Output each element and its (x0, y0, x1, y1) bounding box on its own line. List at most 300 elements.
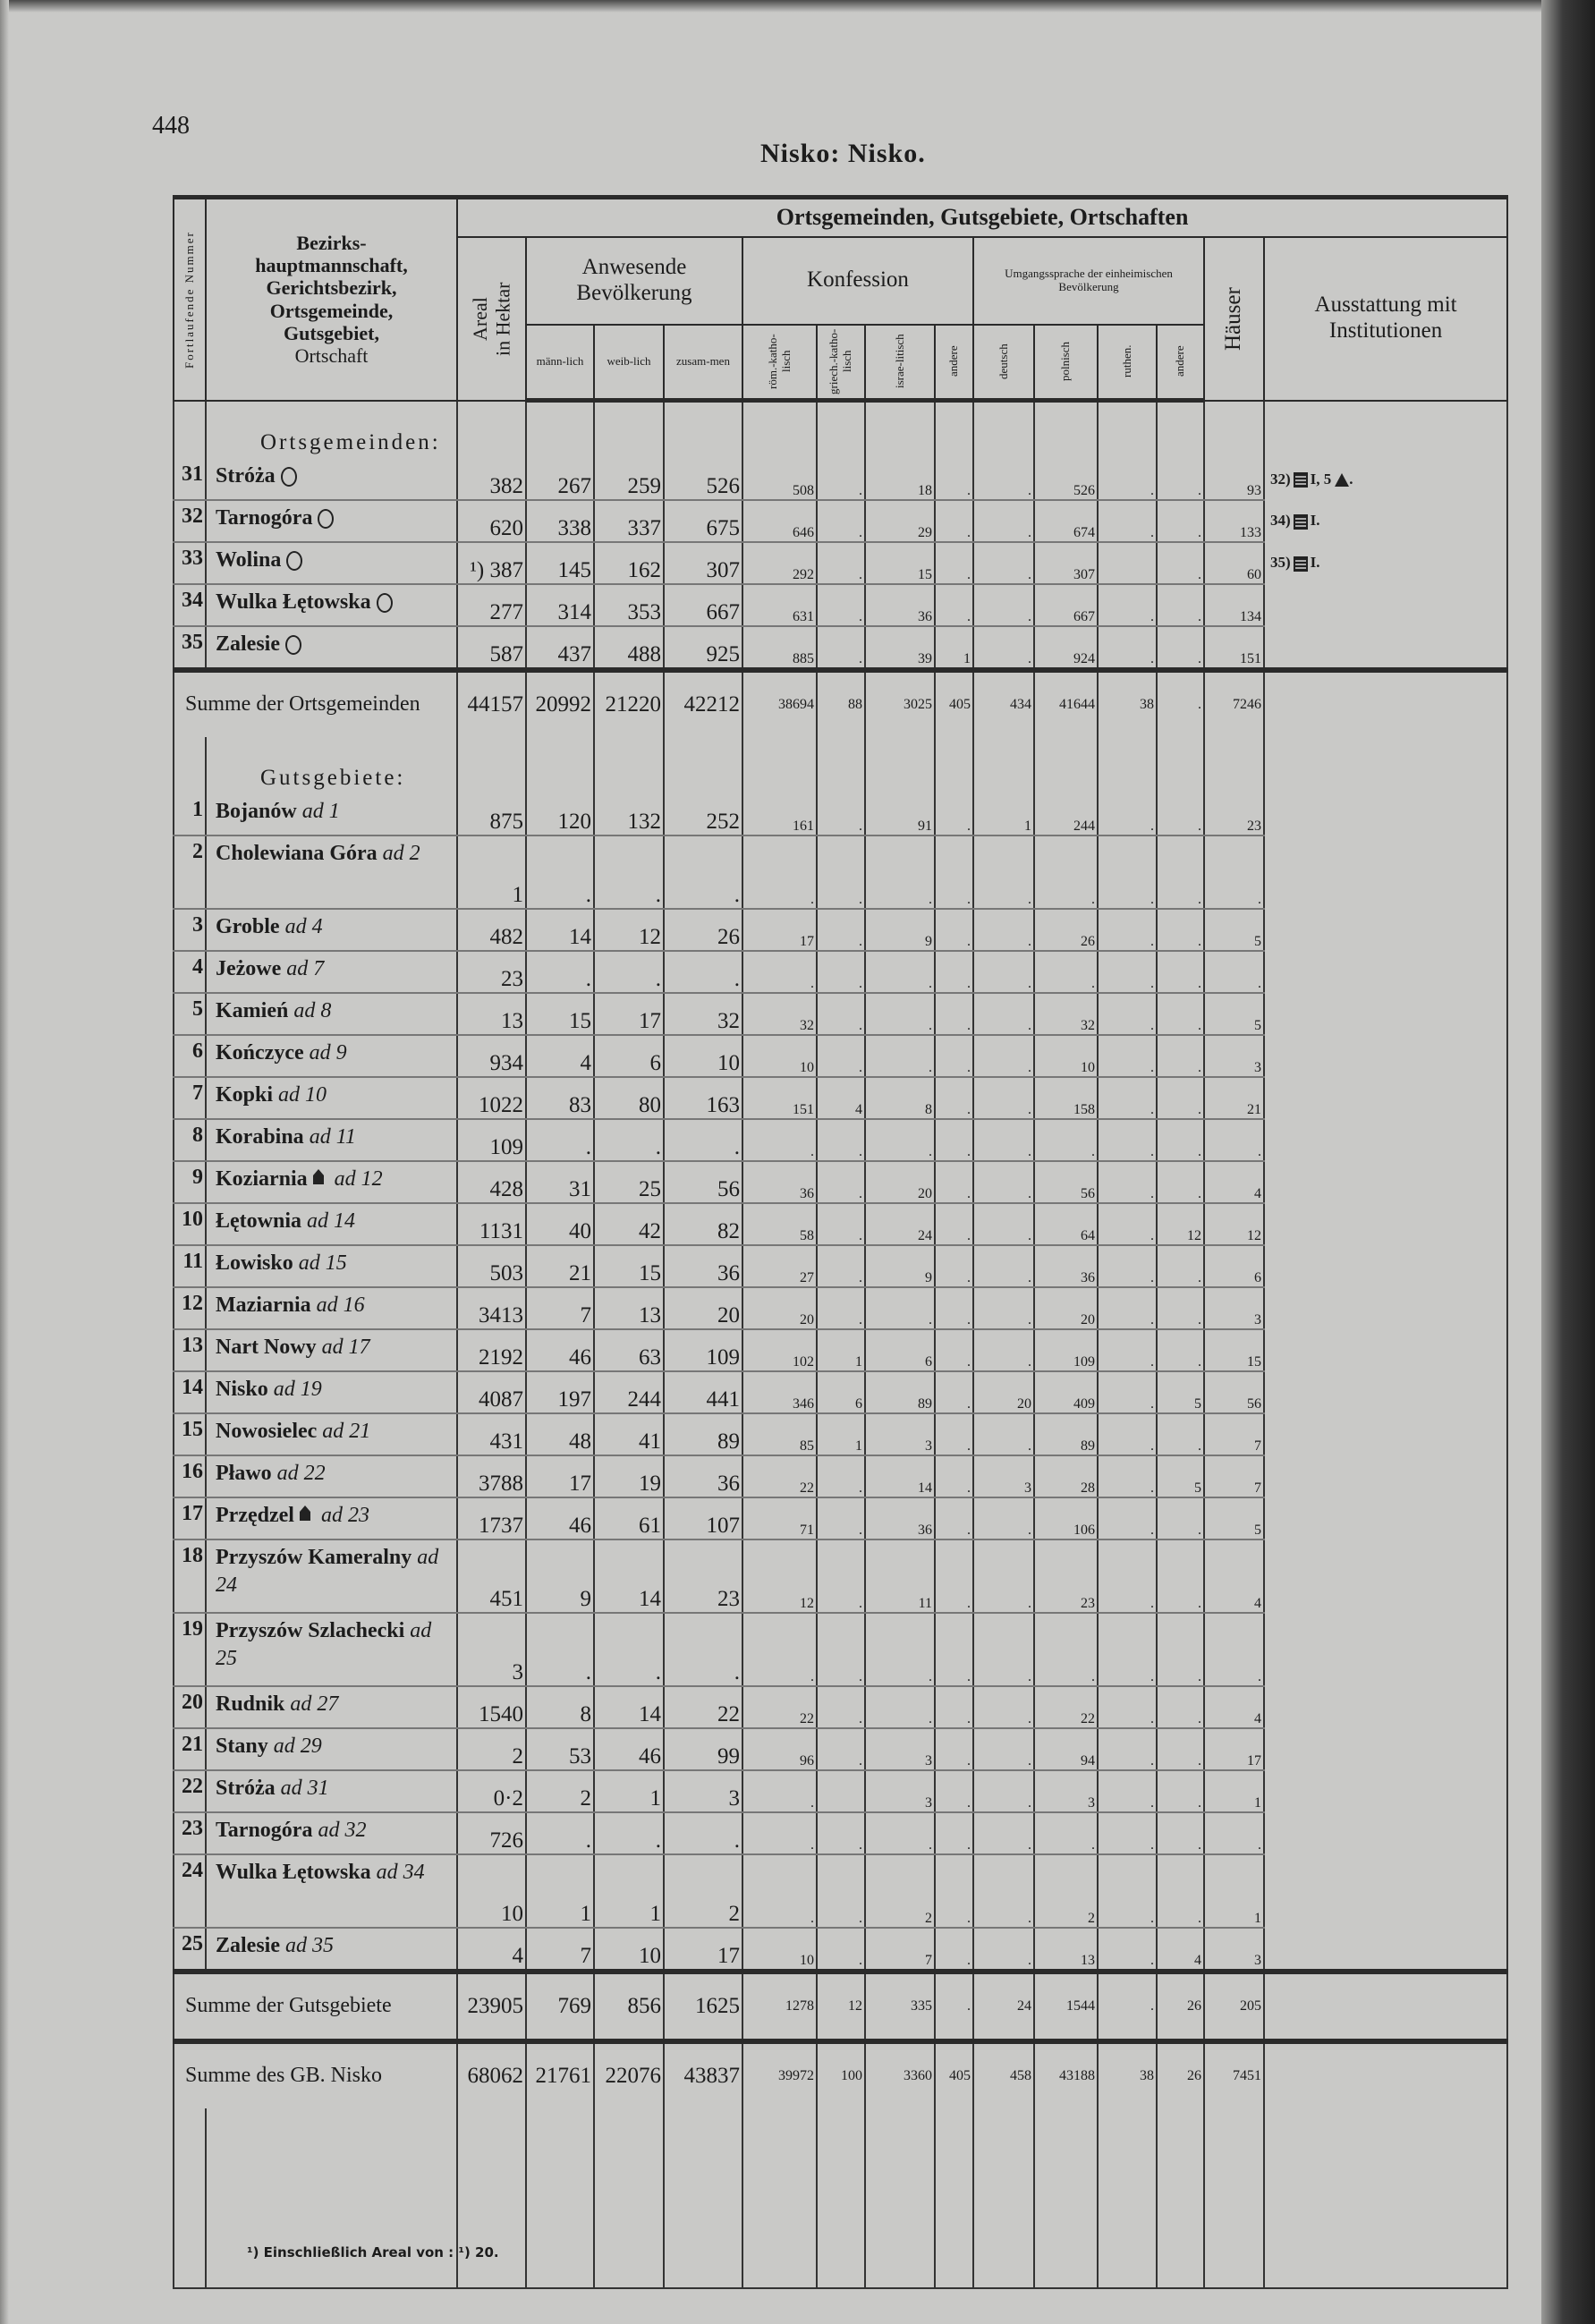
value-cell: . (664, 951, 742, 993)
place-reference: ad 4 (284, 914, 323, 938)
institutions-cell (1264, 584, 1507, 626)
value-cell: 6 (1204, 1245, 1264, 1287)
value-cell: 441 (664, 1371, 742, 1413)
institutions-cell (1264, 2041, 1507, 2108)
value-cell: 64 (1034, 1203, 1098, 1245)
value-cell: 85 (742, 1413, 817, 1455)
value-cell: 4 (1157, 1928, 1204, 1972)
value-cell: 12 (594, 909, 664, 951)
institutions-cell (1264, 1119, 1507, 1161)
value-cell: 1131 (457, 1203, 526, 1245)
header-ruthenisch (1098, 325, 1157, 401)
institutions-cell (1264, 993, 1507, 1035)
sum-value: 205 (1204, 1972, 1264, 2041)
row-number: 16 (174, 1455, 206, 1497)
value-cell: 1 (1204, 1854, 1264, 1928)
place-reference: ad 24 (216, 1545, 439, 1597)
value-cell: . (973, 1770, 1034, 1812)
institutions-cell (1264, 835, 1507, 909)
sum-value: 405 (935, 2041, 973, 2108)
value-cell: . (1098, 626, 1157, 670)
place-name-cell (206, 459, 457, 500)
empty-cell (1034, 2108, 1098, 2288)
value-cell: . (1098, 1613, 1157, 1686)
row-number: 11 (174, 1245, 206, 1287)
row-number: 17 (174, 1497, 206, 1539)
table-row (174, 909, 1507, 951)
place-name-cell (206, 1539, 457, 1613)
row-number: 35 (174, 626, 206, 670)
header-areal-line: in Hektar (491, 281, 514, 356)
value-cell: 26 (1034, 909, 1098, 951)
header-spr-andere (1157, 325, 1204, 401)
value-cell: . (973, 500, 1034, 542)
row-number: 22 (174, 1770, 206, 1812)
row-number: 25 (174, 1928, 206, 1972)
header-weiblich: weib-lich (594, 325, 664, 401)
value-cell: . (1157, 542, 1204, 584)
value-cell: 292 (742, 542, 817, 584)
value-cell: . (973, 1413, 1034, 1455)
nr-cell (174, 401, 206, 459)
value-cell: . (935, 1854, 973, 1928)
value-cell: . (817, 794, 865, 835)
value-cell: 107 (664, 1497, 742, 1539)
value-cell: 42 (594, 1203, 664, 1245)
value-cell: . (935, 1455, 973, 1497)
value-cell: . (526, 1812, 594, 1854)
place-name-cell (206, 1413, 457, 1455)
institutions-cell (1264, 500, 1507, 542)
empty-cell (664, 2108, 742, 2288)
value-cell: 1022 (457, 1077, 526, 1119)
value-cell: 1540 (457, 1686, 526, 1728)
table-row (174, 1854, 1507, 1928)
scan-edge-top (0, 0, 1595, 13)
value-cell: 667 (664, 584, 742, 626)
value-cell: . (817, 1497, 865, 1539)
value-cell: . (594, 1119, 664, 1161)
table-row (174, 1455, 1507, 1497)
empty-cell (1098, 401, 1157, 459)
value-cell: . (865, 1686, 935, 1728)
value-cell: . (973, 951, 1034, 993)
place-name: Maziarnia (216, 1293, 311, 1317)
value-cell: 925 (664, 626, 742, 670)
place-name: Nisko (216, 1377, 268, 1401)
value-cell: 14 (594, 1686, 664, 1728)
place-reference: ad 32 (318, 1818, 367, 1842)
place-name-cell (206, 951, 457, 993)
sum-value: . (1098, 1972, 1157, 2041)
row-number: 1 (174, 794, 206, 835)
table-row (174, 1371, 1507, 1413)
table-row (174, 794, 1507, 835)
empty-cell (1204, 2108, 1264, 2288)
place-reference: ad 23 (320, 1503, 369, 1527)
value-cell: 3 (1204, 1928, 1264, 1972)
value-cell: . (935, 1287, 973, 1329)
value-cell: 8 (526, 1686, 594, 1728)
place-name: Kamień (216, 998, 289, 1022)
footnote-cell (206, 2108, 499, 2288)
value-cell: 89 (1034, 1413, 1098, 1455)
row-number: 23 (174, 1812, 206, 1854)
empty-cell (664, 737, 742, 794)
header-nr (174, 198, 206, 401)
place-name-cell (206, 835, 457, 909)
empty-row (174, 2108, 1507, 2288)
value-cell: . (817, 1287, 865, 1329)
value-cell: . (1157, 1728, 1204, 1770)
value-cell: 526 (664, 459, 742, 500)
value-cell: . (935, 1329, 973, 1371)
value-cell: 4 (817, 1077, 865, 1119)
sum-value: 856 (594, 1972, 664, 2041)
value-cell: 13 (457, 993, 526, 1035)
row-number: 4 (174, 951, 206, 993)
value-cell: 13 (594, 1287, 664, 1329)
value-cell: 120 (526, 794, 594, 835)
value-cell: 80 (594, 1077, 664, 1119)
institutions-cell (1264, 737, 1507, 794)
value-cell: 1 (935, 626, 973, 670)
empty-cell (1098, 737, 1157, 794)
place-name-cell (206, 584, 457, 626)
value-cell: 56 (1034, 1161, 1098, 1203)
sum-value: 26 (1157, 1972, 1204, 2041)
header-griech-kath (817, 325, 865, 401)
value-cell: . (1098, 1812, 1157, 1854)
table-row (174, 1161, 1507, 1203)
place-name-cell (206, 1770, 457, 1812)
place-name-cell (206, 993, 457, 1035)
value-cell: . (817, 1854, 865, 1928)
value-cell: . (1204, 835, 1264, 909)
value-cell: 252 (664, 794, 742, 835)
institution-entry (1270, 554, 1505, 572)
institution-ref: 32) (1270, 470, 1291, 488)
value-cell: 151 (1204, 626, 1264, 670)
table-row (174, 1770, 1507, 1812)
value-cell: . (1157, 1245, 1204, 1287)
value-cell: . (1098, 1077, 1157, 1119)
value-cell: 14 (594, 1539, 664, 1613)
place-name: Łowisko (216, 1251, 293, 1275)
value-cell: 18 (865, 459, 935, 500)
place-name: Przyszów Kameralny (216, 1545, 412, 1569)
value-cell: 36 (664, 1455, 742, 1497)
value-cell: . (1034, 835, 1098, 909)
value-cell: . (935, 1686, 973, 1728)
value-cell: . (1157, 1413, 1204, 1455)
nr-cell (174, 737, 206, 794)
value-cell: 158 (1034, 1077, 1098, 1119)
value-cell: . (1098, 794, 1157, 835)
institutions-cell (1264, 909, 1507, 951)
value-cell: . (935, 1161, 973, 1203)
value-cell: 4087 (457, 1371, 526, 1413)
value-cell: 17 (1204, 1728, 1264, 1770)
place-name: Nowosielec (216, 1419, 318, 1443)
value-cell: 1 (817, 1413, 865, 1455)
empty-cell (594, 737, 664, 794)
place-reference: ad 7 (286, 956, 325, 980)
value-cell: . (973, 1854, 1034, 1928)
value-cell: 7 (1204, 1455, 1264, 1497)
place-name: Wulka Łętowska (216, 589, 371, 614)
sum-value: 335 (865, 1972, 935, 2041)
place-name: Kończyce (216, 1040, 304, 1064)
value-cell: 13 (1034, 1928, 1098, 1972)
value-cell: 10 (742, 1928, 817, 1972)
value-cell: 15 (526, 993, 594, 1035)
value-cell: . (865, 1119, 935, 1161)
value-cell: 2 (526, 1770, 594, 1812)
table-row (174, 1413, 1507, 1455)
sum-row (174, 1972, 1507, 2041)
header-maennlich: männ-lich (526, 325, 594, 401)
sum-value: 3360 (865, 2041, 935, 2108)
value-cell: 58 (742, 1203, 817, 1245)
table-row (174, 584, 1507, 626)
value-cell: 24 (865, 1203, 935, 1245)
header-roem-kath (742, 325, 817, 401)
value-cell: 109 (664, 1329, 742, 1371)
place-name: Zalesie (216, 1933, 280, 1957)
table-row (174, 542, 1507, 584)
place-reference: ad 35 (285, 1933, 334, 1957)
value-cell: . (1157, 1119, 1204, 1161)
header-main-group: Ortsgemeinden, Gutsgebiete, Ortschaften (457, 198, 1507, 237)
header-ausstattung: Ausstattung mit Institutionen (1264, 237, 1507, 401)
sum-value: 1544 (1034, 1972, 1098, 2041)
value-cell: 10 (594, 1928, 664, 1972)
value-cell: 96 (742, 1728, 817, 1770)
header-name (206, 198, 457, 401)
value-cell: 526 (1034, 459, 1098, 500)
value-cell: 46 (594, 1728, 664, 1770)
value-cell: . (973, 1077, 1034, 1119)
value-cell: 4 (1204, 1539, 1264, 1613)
value-cell: . (935, 1203, 973, 1245)
sum-value: 21220 (594, 670, 664, 737)
sum-value: 1625 (664, 1972, 742, 2041)
empty-cell (935, 401, 973, 459)
value-cell: 3788 (457, 1455, 526, 1497)
value-cell: 109 (1034, 1329, 1098, 1371)
value-cell: 61 (594, 1497, 664, 1539)
value-cell: . (1157, 626, 1204, 670)
header-sprache: Umgangssprache der einheimischen Bevölkerung (973, 237, 1204, 325)
value-cell: 109 (457, 1119, 526, 1161)
table-row (174, 459, 1507, 500)
value-cell: 3 (1204, 1035, 1264, 1077)
sum-value: 38 (1098, 2041, 1157, 2108)
school-icon (1294, 556, 1308, 572)
value-cell: . (1098, 1329, 1157, 1371)
value-cell: . (1157, 1077, 1204, 1119)
value-cell: . (1098, 1539, 1157, 1613)
institutions-cell (1264, 951, 1507, 993)
empty-cell (935, 737, 973, 794)
value-cell: 23 (457, 951, 526, 993)
value-cell: 4 (526, 1035, 594, 1077)
header-roem-kath-text: röm.-katho-lisch (765, 334, 793, 390)
value-cell: . (973, 1812, 1034, 1854)
value-cell: . (1157, 500, 1204, 542)
value-cell: . (742, 951, 817, 993)
place-reference: ad 16 (316, 1293, 365, 1317)
value-cell: . (526, 951, 594, 993)
value-cell: 48 (526, 1413, 594, 1455)
value-cell: . (973, 1686, 1034, 1728)
place-name-cell (206, 1077, 457, 1119)
value-cell: . (742, 835, 817, 909)
value-cell: 1737 (457, 1497, 526, 1539)
place-name: Przyszów Szlachecki (216, 1618, 405, 1642)
manor-house-icon (313, 1175, 324, 1184)
value-cell (1098, 542, 1157, 584)
value-cell: . (973, 909, 1034, 951)
empty-cell (526, 2108, 594, 2288)
value-cell: 20 (664, 1287, 742, 1329)
sum-value: 12 (817, 1972, 865, 2041)
value-cell: . (1157, 1686, 1204, 1728)
place-name: Stróża (216, 1776, 276, 1800)
value-cell: . (594, 1613, 664, 1686)
empty-cell (457, 2108, 526, 2288)
value-cell: . (1098, 1245, 1157, 1287)
row-number: 2 (174, 835, 206, 909)
value-cell: 1 (1204, 1770, 1264, 1812)
row-number: 13 (174, 1329, 206, 1371)
value-cell: 82 (664, 1203, 742, 1245)
value-cell: . (935, 1812, 973, 1854)
place-name: Przędzel (216, 1503, 294, 1527)
value-cell: 8 (865, 1077, 935, 1119)
place-name-cell (206, 1613, 457, 1686)
value-cell: . (594, 951, 664, 993)
empty-cell (1157, 401, 1204, 459)
institutions-cell (1264, 794, 1507, 835)
row-number: 7 (174, 1077, 206, 1119)
sum-value: 68062 (457, 2041, 526, 2108)
value-cell: ¹) 387 (457, 542, 526, 584)
value-cell: 6 (865, 1329, 935, 1371)
value-cell: 875 (457, 794, 526, 835)
empty-cell (457, 401, 526, 459)
value-cell: . (742, 1854, 817, 1928)
value-cell: 307 (664, 542, 742, 584)
value-cell: . (1098, 1854, 1157, 1928)
empty-cell (1157, 2108, 1204, 2288)
value-cell: . (1204, 1119, 1264, 1161)
value-cell: . (1098, 993, 1157, 1035)
place-name: Zalesie (216, 632, 280, 656)
value-cell: 3 (664, 1770, 742, 1812)
value-cell: . (973, 459, 1034, 500)
institutions-cell (1264, 1613, 1507, 1686)
value-cell: 197 (526, 1371, 594, 1413)
value-cell: 46 (526, 1497, 594, 1539)
value-cell (817, 1770, 865, 1812)
value-cell: . (1034, 1812, 1098, 1854)
value-cell: 40 (526, 1203, 594, 1245)
place-reference: ad 14 (307, 1209, 355, 1233)
value-cell: . (935, 835, 973, 909)
value-cell: 56 (664, 1161, 742, 1203)
empty-cell (865, 737, 935, 794)
value-cell: . (1034, 1119, 1098, 1161)
header-zusammen: zusam-men (664, 325, 742, 401)
header-areal-line: Areal (469, 296, 492, 341)
value-cell: . (1157, 993, 1204, 1035)
value-cell: 2 (1034, 1854, 1098, 1928)
value-cell: . (1157, 1812, 1204, 1854)
place-name: Kopki (216, 1082, 274, 1107)
institutions-cell (1264, 1972, 1507, 2041)
table-row (174, 1077, 1507, 1119)
header-name-line: Gerichtsbezirk, (266, 276, 397, 300)
institutions-cell (1264, 1329, 1507, 1371)
header-haeuser (1204, 237, 1264, 401)
value-cell: 934 (457, 1035, 526, 1077)
value-cell: 31 (526, 1161, 594, 1203)
value-cell: . (973, 1161, 1034, 1203)
header-konfession: Konfession (742, 237, 973, 325)
value-cell: 27 (742, 1245, 817, 1287)
sum-value: 38 (1098, 670, 1157, 737)
header-israelitisch (865, 325, 935, 401)
institutions-cell (1264, 626, 1507, 670)
value-cell: . (817, 584, 865, 626)
table-body (174, 401, 1507, 2288)
value-cell: 1 (526, 1854, 594, 1928)
place-name-cell (206, 1161, 457, 1203)
value-cell: . (817, 500, 865, 542)
value-cell: 162 (594, 542, 664, 584)
institutions-cell (1264, 1812, 1507, 1854)
place-name-cell (206, 1035, 457, 1077)
place-name-cell (206, 1119, 457, 1161)
value-cell: . (1157, 1161, 1204, 1203)
value-cell: 503 (457, 1245, 526, 1287)
value-cell: 99 (664, 1728, 742, 1770)
place-reference: ad 34 (376, 1860, 425, 1884)
value-cell: 5 (1204, 909, 1264, 951)
value-cell: 620 (457, 500, 526, 542)
value-cell: . (935, 1035, 973, 1077)
value-cell: . (935, 1613, 973, 1686)
place-reference: ad 25 (216, 1618, 432, 1670)
place-name-cell (206, 909, 457, 951)
value-cell: 482 (457, 909, 526, 951)
header-deutsch-text: deutsch (996, 344, 1010, 380)
value-cell: . (973, 993, 1034, 1035)
institution-text: I, 5 (1310, 470, 1332, 488)
value-cell: 244 (594, 1371, 664, 1413)
value-cell: . (935, 500, 973, 542)
value-cell: 89 (664, 1413, 742, 1455)
empty-cell (973, 2108, 1034, 2288)
institutions-cell (1264, 1455, 1507, 1497)
place-name-cell (206, 1686, 457, 1728)
value-cell: . (817, 1686, 865, 1728)
value-cell: . (1098, 500, 1157, 542)
empty-cell (1264, 2108, 1507, 2288)
place-name-cell (206, 1728, 457, 1770)
